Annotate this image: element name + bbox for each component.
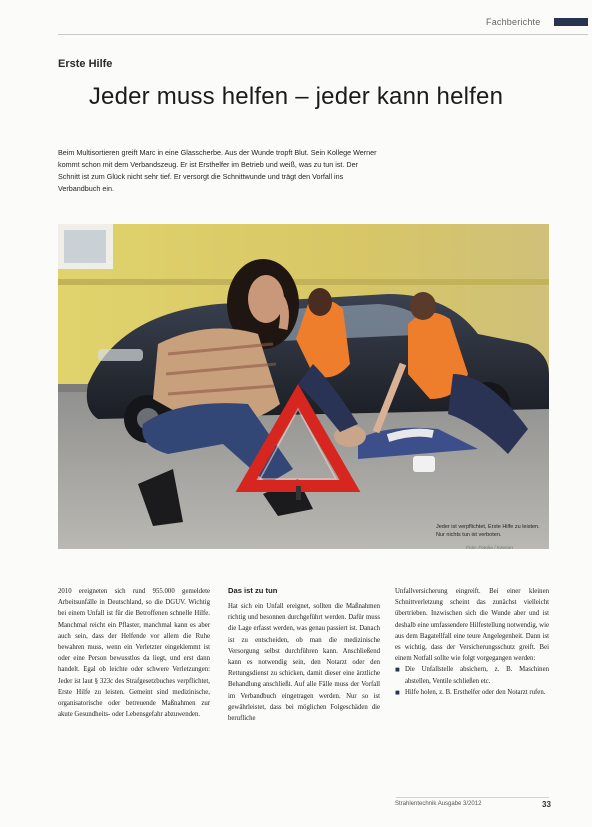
bullet-icon: ■: [395, 665, 400, 675]
page-number: 33: [542, 800, 551, 809]
column-3-text: Unfallversicherung eingreift. Bei einer kleinen Schnittverletzung scheint das zunächst vielleicht übertrieben. Inzwischen sich die Wunde aber und ist deshalb eine umfassendere Hilfestellung notwendig, wie aus dem Bagatellfall eine teure Angelegenheit. Dann ist es wichtig, dass der Versicherungsschutz greift. Bei einem Notfall sollte wie folgt vorgegangen werden:: [395, 588, 549, 663]
article-lead: Beim Multisortieren greift Marc in eine Glasscherbe. Aus der Wunde tropft Blut. Sein Kollege Werner kommt schon mit dem Verbandszeug. Er ist Ersthelfer im Betrieb und weiß, was zu tun ist. Der Schnitt ist zum Glück nicht sehr tief. Er versorgt die Schnittwunde und trägt den Vorfall ins Verbandbuch ein.: [58, 148, 377, 193]
article-kicker: Erste Hilfe: [58, 58, 113, 70]
list-item: ■ Hilfe holen, z. B. Ersthelfer oder den Notarzt rufen.: [395, 687, 546, 697]
column-2-heading: Das ist zu tun: [228, 586, 278, 595]
column-1-text: 2010 ereigneten sich rund 955.000 gemeldete Arbeitsunfälle in Deutschland, so die DGUV. Wichtig bei einem Unfall ist für die Betroffenen schnelle Hilfe. Manchmal reicht ein Pflaster, manchmal kann es aber auch sein, dass der Helfende vor allem die Ruhe bewahren muss, wenn ein Verletzter eingeklemmt ist oder eine Person bewusstlos da liegt, und erst dann handelt. Egal ob leichte oder schwere Verletzungen: Jeder ist laut § 323c des Strafgesetzbuches verpflichtet, Erste Hilfe zu leisten. Gemeint sind medizinische, organisatorische oder betreuende Maßnahmen zur akute Gesundheits- oder Lebensgefahr abzuwenden.: [58, 588, 210, 719]
article-photo: [58, 224, 549, 549]
column-2-text: Hat sich ein Unfall ereignet, sollten die Maßnahmen richtig und besonnen durchgeführt werden. Dafür muss die Lage erfasst werden, was genau passiert ist. Danach ist zu entscheiden, ob man die medizinische Versorgung selbst durchführen kann. Anschließend kann es notwendig sein, den Notarzt oder den Rettungsdienst zu schicken, damit dieser eine ärztliche Behandlung anschließt. Auf alle Fälle muss der Vorfall im Verbandbuch eingetragen werden. Nur so ist gewährleistet, dass bei möglichen Folgeschäden die berufliche: [228, 603, 380, 723]
article-column-2: [228, 586, 380, 724]
bullet-icon: ■: [395, 687, 400, 697]
photo-credit: Foto: Fotolia / Kzenon: [466, 546, 513, 551]
photo-illustration: [58, 224, 549, 549]
article-title: Jeder muss helfen – jeder kann helfen: [88, 83, 504, 110]
article-column-1: [58, 586, 210, 720]
footer-rule: [396, 797, 549, 798]
publication-name: Strahlentechnik Ausgabe 3/2012: [395, 801, 482, 807]
section-color-bar: [554, 18, 588, 26]
photo-caption: Jeder ist verpflichtet, Erste Hilfe zu leisten. Nur nichts tun ist verboten.: [436, 524, 540, 538]
steps-list: [395, 664, 549, 698]
list-item: ■ Die Unfallstelle absichern, z. B. Maschinen abstellen, Ventile schließen etc.: [395, 665, 549, 685]
article-column-3: [395, 586, 549, 698]
section-label: Fachberichte: [486, 17, 541, 27]
header-rule: [58, 34, 588, 35]
